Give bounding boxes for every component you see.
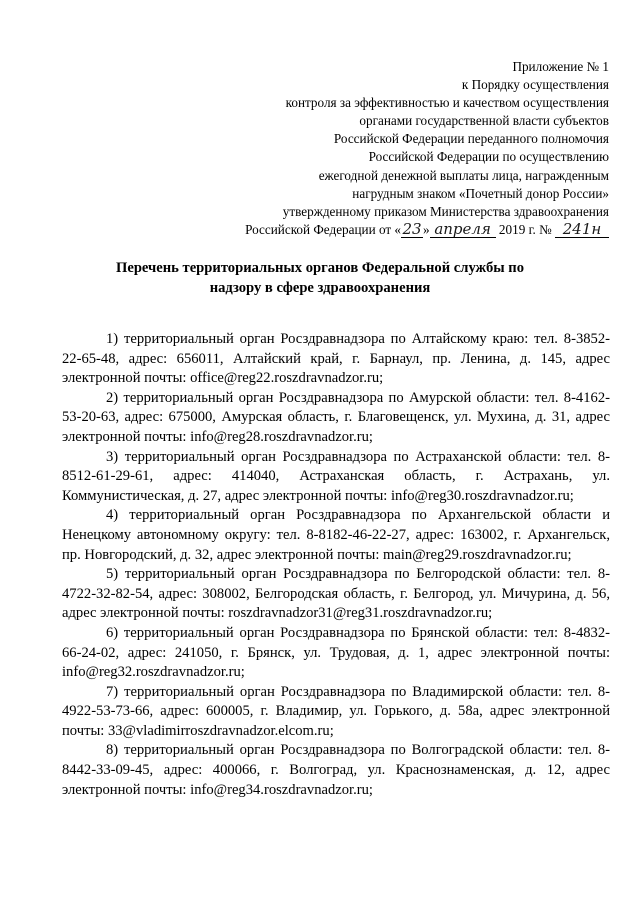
order-date-line	[89, 221, 609, 239]
list-item: 1) территориальный орган Росздравнадзора по Алтайскому краю: тел. 8-3852-22-65-48, адрес: 656011, Алтайский край, г. Барнаул, пр. Ленина, д. 145, адрес электронной почты: office@reg22.roszdravnadzor.ru;	[62, 331, 610, 387]
date-year: 2019 г. №	[495, 221, 555, 237]
appendix-line-1: Приложение № 1	[512, 59, 609, 74]
list-item: 3) территориальный орган Росздравнадзора по Астраханской области: тел. 8-8512-61-29-61, адрес: 414040, Астраханская область, г. Астрахань, ул. Коммунистическая, д. 27, адрес электронной почты: info@reg30.roszdravnadzor.ru;	[62, 448, 610, 504]
appendix-line-6: Российской Федерации по осуществлению	[368, 149, 609, 165]
appendix-line-9: утвержденному приказом Министерства здравоохранения	[282, 203, 609, 219]
appendix-line-4: органами государственной власти субъектов	[359, 113, 609, 129]
territorial-organs-list	[62, 330, 610, 800]
document-title: Перечень территориальных органов Федеральной службы по надзору в сфере здравоохранения	[115, 260, 524, 296]
handwritten-month: апреля	[430, 222, 496, 238]
appendix-line-3: контроля за эффективностью и качеством осуществления	[285, 95, 609, 111]
appendix-line-5: Российской Федерации переданного полномочия	[333, 131, 609, 147]
appendix-line-7: ежегодной денежной выплаты лица, награжденным	[318, 167, 609, 183]
appendix-line-8: нагрудным знаком «Почетный донор России»	[352, 185, 609, 201]
appendix-header	[89, 58, 609, 239]
list-item: 5) территориальный орган Росздравнадзора по Белгородской области: тел. 8-4722-32-82-54, адрес: 308002, Белгородская область, г. Белгород, ул. Мичурина, д. 56, адрес электронной почты: roszdravnadzor31@reg31.roszdravnadzor.ru;	[62, 566, 610, 622]
handwritten-day: 23	[402, 219, 422, 238]
list-item: 2) территориальный орган Росздравнадзора по Амурской области: тел. 8-4162-53-20-63, адрес: 675000, Амурская область, г. Благовещенск, ул. Мухина, д. 31, адрес электронной почты: info@reg28.roszdravnadzor.ru;	[62, 389, 610, 445]
appendix-line-2: к Порядку осуществления	[461, 77, 609, 93]
date-mid: »	[423, 221, 430, 237]
list-item: 8) территориальный орган Росздравнадзора по Волгоградской области: тел. 8-8442-33-09-45, адрес: 400066, г. Волгоград, ул. Краснознаменская, д. 12, адрес электронной почты: info@reg34.roszdravnadzor.ru;	[62, 742, 610, 798]
date-prefix: Российской Федерации от «	[245, 221, 402, 237]
handwritten-order-number: 241н	[555, 222, 609, 238]
list-item: 6) территориальный орган Росздравнадзора по Брянской области: тел: 8-4832-66-24-02, адрес: 241050, г. Брянск, ул. Трудовая, д. 1, адрес электронной почты: info@reg32.roszdravnadzor.ru;	[62, 624, 610, 681]
list-item: 4) территориальный орган Росздравнадзора по Архангельской области и Ненецкому автономному округу: тел. 8-8182-46-22-27, адрес: 163002, г. Архангельск, пр. Новгородский, д. 32, адрес электронной почты: main@reg29.roszdravnadzor.ru;	[62, 507, 610, 563]
list-item: 7) территориальный орган Росздравнадзора по Владимирской области: тел. 8-4922-53-73-66, адрес: 600005, г. Владимир, ул. Горького, д. 58а, адрес электронной почты: 33@vladimirroszdravnadzor.elcom.ru;	[62, 683, 610, 739]
